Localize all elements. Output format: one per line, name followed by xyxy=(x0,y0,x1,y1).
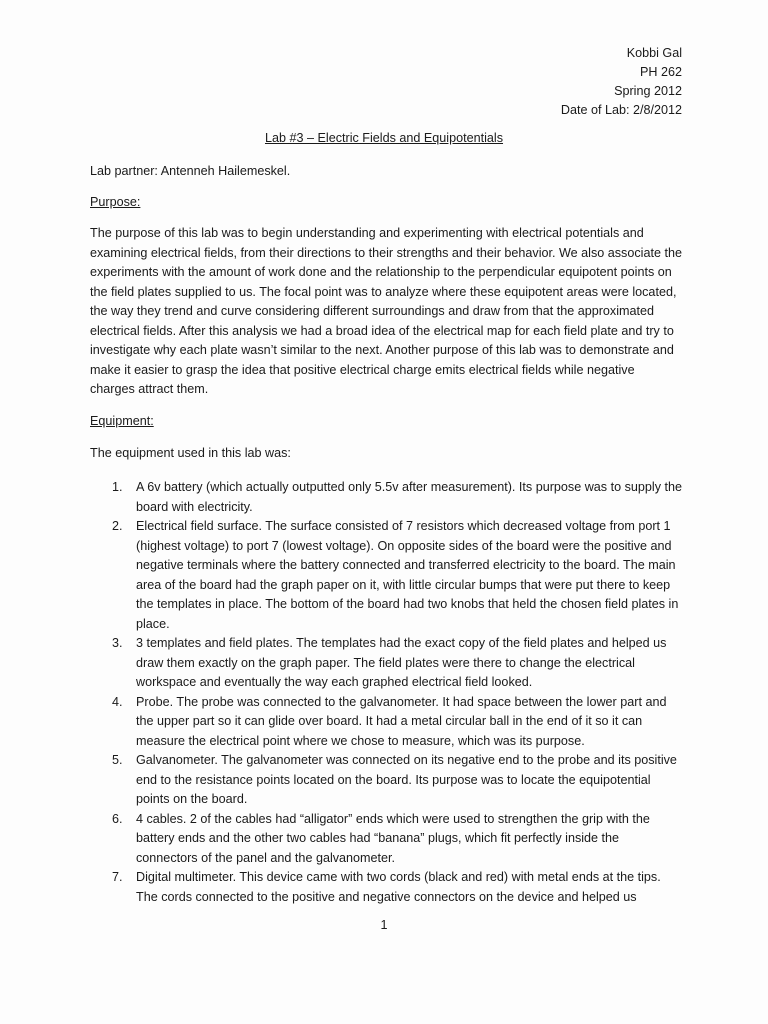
list-item-text: A 6v battery (which actually outputted only 5.5v after measurement). Its purpose was to supply the board with electricity. xyxy=(136,480,683,514)
list-item-number: 4. xyxy=(112,694,123,709)
list-item-number: 3. xyxy=(112,636,123,650)
lab-date: Date of Lab: 2/8/2012 xyxy=(560,103,682,117)
list-item-number: 2. xyxy=(112,519,123,533)
list-item xyxy=(90,810,682,869)
list-item xyxy=(90,478,682,517)
list-item-text: 4 cables. 2 of the cables had “alligator” ends which were used to strengthen the grip with the battery ends and the other two cables had “banana” plugs, which fit perfectly inside the connectors of the panel and the galvanometer. xyxy=(136,811,650,865)
list-item-number: 7. xyxy=(112,870,123,884)
term: Spring 2012 xyxy=(614,84,682,98)
lab-partner: Lab partner: Antenneh Hailemeskel. xyxy=(90,164,291,178)
purpose-paragraph: The purpose of this lab was to begin understanding and experimenting with electrical potentials and examining electrical fields, from their directions to their strengths and their behavior. We also associate the experiments with the amount of work done and the relationship to the perpendicular equipotent points on the field plates supplied to us. The focal point was to analyze where these equipotent areas were located, the way they trend and curve considering different surroundings and draw from that the approximated electrical fields. After this analysis we had a broad idea of the electrical map for each field plate and try to investigate why each plate wasn’t similar to the next. Another purpose of this lab was to demonstrate and make it easier to grasp the idea that positive electrical charge emits electrical fields while negative charges attract them. xyxy=(90,226,682,396)
equipment-heading: Equipment: xyxy=(90,414,154,428)
equipment-intro: The equipment used in this lab was: xyxy=(90,446,291,460)
list-item xyxy=(90,693,682,752)
course-code: PH 262 xyxy=(639,65,682,79)
header-block xyxy=(561,44,682,120)
list-item xyxy=(90,634,682,693)
list-item-text: Galvanometer. The galvanometer was connected on its negative end to the probe and its positive end to the resistance points located on the board. Its purpose was to locate the equipotential points on the board. xyxy=(136,753,677,806)
list-item xyxy=(90,517,682,634)
list-item-text: 3 templates and field plates. The templates had the exact copy of the field plates and helped us draw them exactly on the graph paper. The field plates were there to change the electrical workspace and eventually the way each graphed electrical field looked. xyxy=(136,636,667,689)
list-item-number: 1. xyxy=(112,480,123,494)
page-number: 1 xyxy=(380,918,388,932)
list-item-text: Digital multimeter. This device came with two cords (black and red) with metal ends at the tips. The cords connected to the positive and negative connectors on the device and helped us xyxy=(136,870,661,904)
list-item-text: Probe. The probe was connected to the galvanometer. It had space between the lower part and the upper part so it can glide over board. It had a metal circular ball in the end of it so it can measure the electrical point where we chose to measure, which was its purpose. xyxy=(136,694,667,748)
list-item-number: 5. xyxy=(112,753,123,767)
list-item xyxy=(90,868,682,907)
list-item-number: 6. xyxy=(112,811,123,826)
list-item-text: Electrical field surface. The surface consisted of 7 resistors which decreased voltage from port 1 (highest voltage) to port 7 (lowest voltage). On opposite sides of the board were the positive and negative terminals where the battery connected and transferred electricity to the board. The main area of the board had the graph paper on it, with little circular bumps that were put there to keep the templates in place. The bottom of the board had two knobs that held the chosen field plates in place. xyxy=(136,519,679,631)
document-title: Lab #3 – Electric Fields and Equipotentials xyxy=(264,131,504,145)
list-item xyxy=(90,751,682,810)
equipment-list xyxy=(90,478,682,907)
purpose-heading: Purpose: xyxy=(90,195,141,209)
author-name: Kobbi Gal xyxy=(626,46,682,60)
